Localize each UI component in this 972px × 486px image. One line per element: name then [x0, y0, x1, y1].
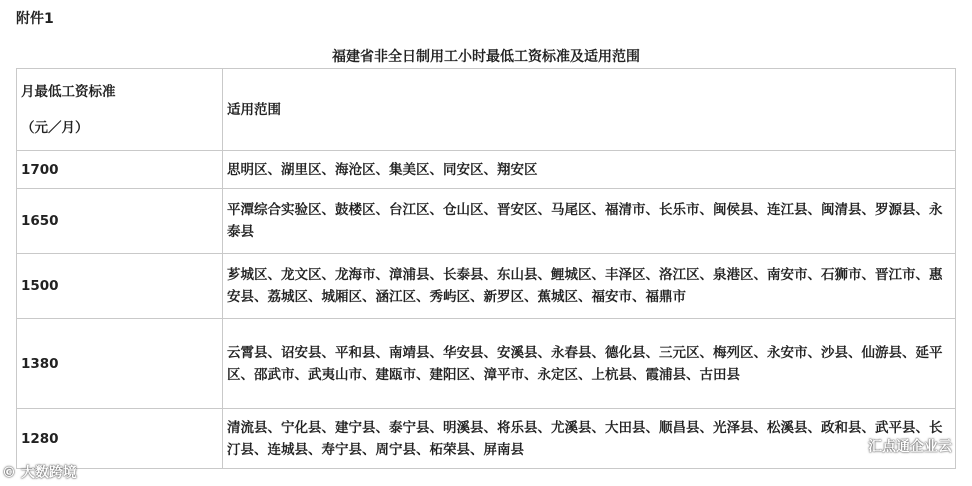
watermark-right: 汇点通企业云: [868, 439, 952, 455]
standard-cell: 1700: [17, 151, 223, 189]
attachment-label: 附件1: [16, 11, 54, 27]
scope-cell: 清流县、宁化县、建宁县、泰宁县、明溪县、将乐县、尤溪县、大田县、顺昌县、光泽县、松溪县、政和县、武平县、长汀县、连城县、寿宁县、周宁县、柘荣县、屏南县: [223, 409, 956, 469]
scope-cell: 芗城区、龙文区、龙海市、漳浦县、长泰县、东山县、鲤城区、丰泽区、洛江区、泉港区、南安市、石狮市、晋江市、惠安县、荔城区、城厢区、涵江区、秀屿区、新罗区、蕉城区、福安市、福鼎市: [223, 254, 956, 319]
table-header-row: [17, 69, 956, 151]
scope-cell: 思明区、湖里区、海沧区、集美区、同安区、翔安区: [223, 151, 956, 189]
table-row: [17, 319, 956, 409]
standard-cell: 1500: [17, 254, 223, 319]
table-row: [17, 151, 956, 189]
scope-cell: 平潭综合实验区、鼓楼区、台江区、仓山区、晋安区、马尾区、福清市、长乐市、闽侯县、连江县、闽清县、罗源县、永泰县: [223, 189, 956, 254]
standard-cell: 1380: [17, 319, 223, 409]
scope-cell: 云霄县、诏安县、平和县、南靖县、华安县、安溪县、永春县、德化县、三元区、梅列区、永安市、沙县、仙游县、延平区、邵武市、武夷山市、建瓯市、建阳区、漳平市、永定区、上杭县、霞浦县、古田县: [223, 319, 956, 409]
wage-standard-table: [16, 68, 956, 469]
table-row: [17, 409, 956, 469]
watermark-left: © 大数跨境: [2, 465, 77, 481]
header-standard-cell: [17, 69, 223, 151]
standard-cell: 1650: [17, 189, 223, 254]
document-title: 福建省非全日制用工小时最低工资标准及适用范围: [332, 49, 640, 65]
standard-cell: 1280: [17, 409, 223, 469]
header-standard-label: 月最低工资标准: [21, 83, 116, 100]
header-scope-cell: 适用范围: [223, 69, 956, 151]
table-row: [17, 189, 956, 254]
header-standard-unit: （元／月）: [21, 119, 89, 136]
table-row: [17, 254, 956, 319]
